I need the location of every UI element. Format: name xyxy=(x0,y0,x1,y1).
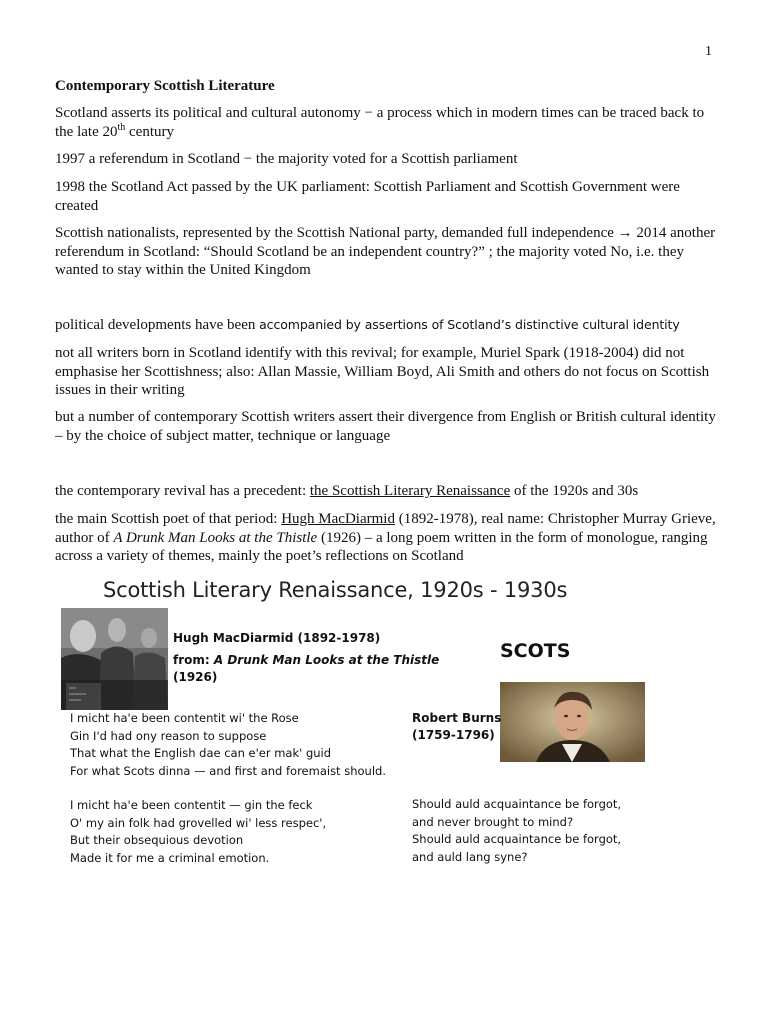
poem-stanza-1 xyxy=(70,710,386,780)
paragraph-precedent xyxy=(55,482,717,501)
poem-line: and never brought to mind? xyxy=(412,814,574,829)
poem-line: I micht ha'e been contentit — gin the feck xyxy=(70,798,313,812)
paragraph-1997 xyxy=(55,150,717,169)
paragraph-text: Scottish nationalists, represented by the Scottish National party, demanded full independence → 2014 another referendum in Scotland: “Should Scotland be an independent country?” ; the majority voted No, i.e. they wanted to stay within the United Kingdom xyxy=(55,225,716,278)
paragraph-text: not all writers born in Scotland identify with this revival; for example, Muriel Spark (1918-2004) did not emphasise her Scottishness; also: Allan Massie, William Boyd, Ali Smith and others do not focus on Scottish issues in their writing xyxy=(55,345,710,398)
paragraph-text: (1892-1978), real name: Christopher Murray Grieve, author of xyxy=(55,511,716,546)
paragraph-text: of the 1920s and 30s xyxy=(510,483,639,499)
macdiarmid-name: Hugh MacDiarmid (1892-1978) xyxy=(173,631,381,645)
work-label xyxy=(173,652,439,669)
burns-dates: (1759-1796) xyxy=(412,728,495,742)
burns-portrait xyxy=(500,682,645,762)
paragraph-divergence xyxy=(55,408,717,445)
paragraph-text: but a number of contemporary Scottish writers assert their divergence from English or British cultural identity – by the choice of subject matter, technique or language xyxy=(55,409,716,444)
paragraph-text: 1997 a referendum in Scotland − the majority voted for a Scottish parliament xyxy=(55,151,518,167)
work-year: (1926) xyxy=(173,670,218,684)
paragraph-macdiarmid xyxy=(55,510,717,566)
link-hugh-macdiarmid[interactable]: Hugh MacDiarmid xyxy=(281,511,395,527)
book-title: A Drunk Man Looks at the Thistle xyxy=(113,529,318,546)
link-scottish-renaissance[interactable]: the Scottish Literary Renaissance xyxy=(309,483,511,499)
poem-line: For what Scots dinna — and first and foremaist should. xyxy=(70,763,386,778)
paragraph-text: Scotland asserts its political and cultural autonomy − a process which in modern times can be traced back to the late 20 xyxy=(55,105,705,140)
paragraph-autonomy xyxy=(55,104,717,141)
body-text xyxy=(55,104,717,141)
paragraph-text: 1998 the Scotland Act passed by the UK parliament: Scottish Parliament and Scottish Government were created xyxy=(55,179,680,214)
poem-line: I micht ha'e been contentit wi' the Rose xyxy=(70,711,299,725)
paragraph-text-sans: accompanied by assertions of Scotland’s distinctive cultural identity xyxy=(259,317,680,332)
burns-name: Robert Burns xyxy=(412,711,502,725)
poem-line: Should auld acquaintance be forgot, xyxy=(412,797,622,811)
work-title: A Drunk Man Looks at the Thistle xyxy=(213,653,440,667)
page-title: Contemporary Scottish Literature xyxy=(55,78,275,94)
poem-stanza-burns xyxy=(412,796,621,866)
paragraph-writers xyxy=(55,344,717,400)
poem-line: Made it for me a criminal emotion. xyxy=(70,850,270,865)
poem-line: That what the English dae can e'er mak' guid xyxy=(70,746,332,760)
poem-stanza-2 xyxy=(70,797,326,867)
superscript: th xyxy=(117,121,126,133)
page-number: 1 xyxy=(705,44,712,59)
slide-title: Scottish Literary Renaissance, 1920s - 1930s xyxy=(103,578,568,602)
paragraph-text: century xyxy=(125,123,174,140)
paragraph-1998 xyxy=(55,178,717,215)
from-label: from: xyxy=(173,653,214,667)
paragraph-political xyxy=(55,316,717,335)
paragraph-text: the contemporary revival has a precedent: xyxy=(55,483,310,499)
poem-line: But their obsequious devotion xyxy=(70,833,244,847)
scots-label: SCOTS xyxy=(500,640,571,662)
paragraph-nationalists xyxy=(55,224,717,280)
macdiarmid-photo xyxy=(61,608,168,710)
poem-line: Gin I'd had ony reason to suppose xyxy=(70,728,267,743)
paragraph-text: the main Scottish poet of that period: xyxy=(55,511,282,527)
paragraph-text: political developments have been xyxy=(55,317,260,333)
poem-line: O' my ain folk had grovelled wi' less respec', xyxy=(70,815,327,830)
poem-line: Should auld acquaintance be forgot, xyxy=(412,832,622,846)
paragraph-text: (1926) – a long poem written in the form of monologue, ranging across a variety of themes, mainly the poet’s reflections on Scotland xyxy=(55,529,708,564)
poem-line: and auld lang syne? xyxy=(412,849,528,864)
